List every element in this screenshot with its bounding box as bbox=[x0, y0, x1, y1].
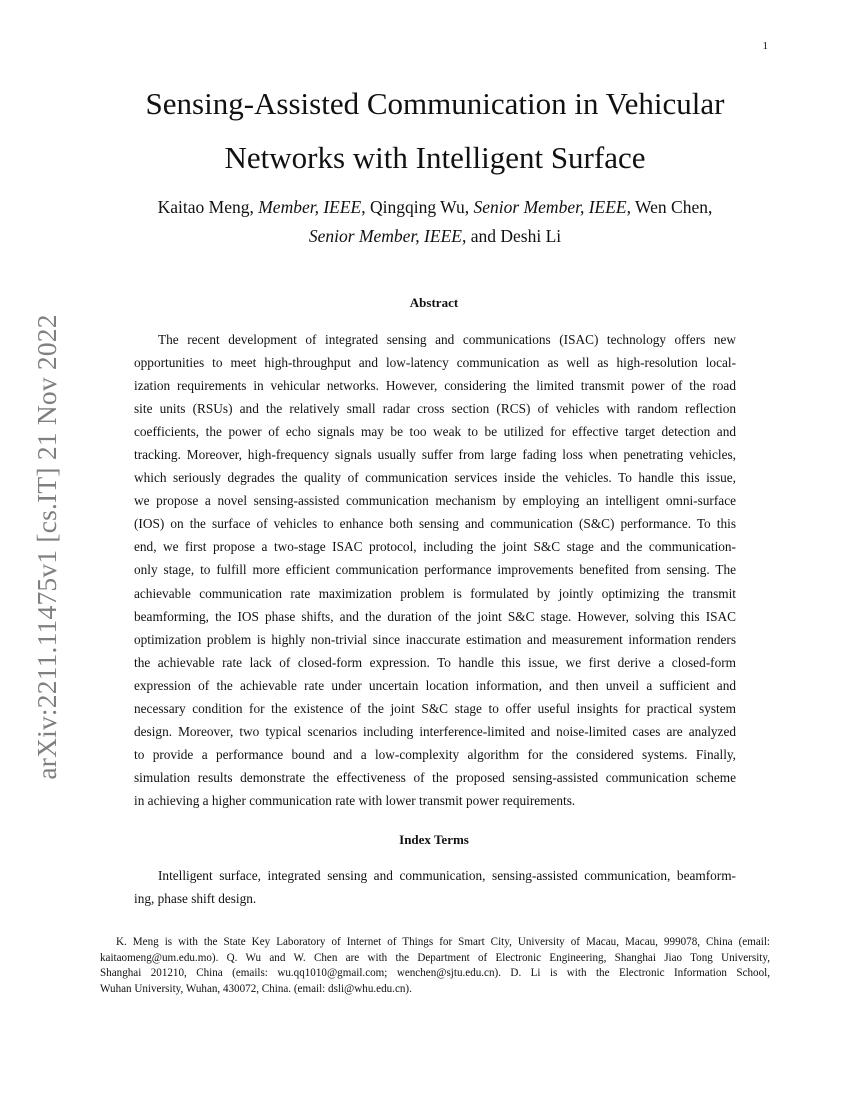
abstract-line: The recent development of integrated sensing and communications (ISAC) technology offers new bbox=[158, 332, 736, 347]
abstract-line: in achieving a higher communication rate with lower transmit power requirements. bbox=[134, 792, 576, 808]
index-terms-body bbox=[134, 864, 736, 910]
author-name: , Qingqing Wu, bbox=[361, 197, 474, 217]
page-number: 1 bbox=[762, 40, 768, 52]
author-affiliation-footnote bbox=[100, 935, 770, 997]
author-list bbox=[100, 193, 770, 251]
abstract-line: expression of the achievable rate under uncertain location information, and then unveil a sufficient and bbox=[134, 677, 736, 693]
footnote-line: kaitaomeng@um.edu.mo). Q. Wu and W. Chen are with the Department of Electronic Engineering, Shanghai Jiao Tong University, bbox=[100, 951, 770, 964]
author-name: , and Deshi Li bbox=[461, 226, 562, 246]
author-name: , Wen Chen, bbox=[626, 197, 713, 217]
abstract-line: (IOS) on the surface of vehicles to enhance both sensing and communication (S&C) performance. To this bbox=[134, 516, 736, 532]
title-line: Networks with Intelligent Surface bbox=[224, 140, 646, 175]
abstract-line: ization requirements in vehicular networks. However, considering the limited transmit power of the road bbox=[134, 378, 736, 394]
abstract-line: we propose a novel sensing-assisted communication mechanism by employing an intelligent omni-surface bbox=[134, 493, 736, 509]
index-terms-line: Intelligent surface, integrated sensing and communication, sensing-assisted communication, beamform- bbox=[158, 868, 736, 883]
footnote-line: Wuhan University, Wuhan, 430072, China. (email: dsli@whu.edu.cn). bbox=[100, 982, 412, 995]
abstract-line: achievable communication rate maximization problem is formulated by jointly optimizing the transmit bbox=[134, 585, 736, 601]
abstract-line: necessary condition for the existence of the joint S&C stage to offer useful insights for practical system bbox=[134, 700, 736, 716]
author-line bbox=[100, 222, 770, 251]
abstract-line: site units (RSUs) and the relatively small radar cross section (RCS) of vehicles with random reflection bbox=[134, 401, 736, 417]
title-line: Sensing-Assisted Communication in Vehicular bbox=[145, 86, 725, 121]
footnote-line: K. Meng is with the State Key Laboratory of Internet of Things for Smart City, University of Macau, Macau, 999078, China (email: bbox=[116, 936, 770, 948]
abstract-line: only stage, to fulfill more efficient communication performance improvements benefited from sensing. The bbox=[134, 562, 736, 578]
author-role: Senior Member, IEEE bbox=[308, 226, 462, 246]
arxiv-identifier-stamp[interactable]: arXiv:2211.11475v1 [cs.IT] 21 Nov 2022 bbox=[31, 314, 62, 780]
abstract-heading: Abstract bbox=[409, 295, 459, 310]
author-line bbox=[100, 193, 770, 222]
abstract-line: to provide a performance bound and a low-complexity algorithm for the considered systems. Finally, bbox=[134, 746, 736, 762]
abstract-line: opportunities to meet high-throughput and low-latency communication as well as high-resolution local- bbox=[134, 355, 736, 371]
author-role: Member, IEEE bbox=[258, 197, 362, 217]
abstract-line: tracking. Moreover, high-frequency signals usually suffer from large fading loss when penetrating vehicles, bbox=[134, 447, 736, 463]
paper-title bbox=[100, 77, 770, 185]
abstract-line: simulation results demonstrate the effectiveness of the proposed sensing-assisted communication scheme bbox=[134, 769, 736, 785]
abstract-line: the achievable rate lack of closed-form expression. To handle this issue, we first derive a closed-form bbox=[134, 654, 736, 670]
abstract-line: optimization problem is highly non-trivial since inaccurate estimation and measurement information renders bbox=[134, 631, 736, 647]
abstract-line: design. Moreover, two typical scenarios including interference-limited and noise-limited cases are analyzed bbox=[134, 723, 736, 739]
abstract-line: beamforming, the IOS phase shifts, and the duration of the joint S&C stage. However, solving this ISAC bbox=[134, 608, 736, 624]
footnote-line: Shanghai 201210, China (emails: wu.qq1010@gmail.com; wenchen@sjtu.edu.cn). D. Li is with the Electronic Information School, bbox=[100, 967, 770, 980]
abstract-body bbox=[134, 328, 736, 812]
index-terms-line: ing, phase shift design. bbox=[134, 891, 257, 906]
index-terms-heading: Index Terms bbox=[399, 832, 469, 847]
abstract-line: end, we first propose a two-stage ISAC protocol, including the joint S&C stage and the communication- bbox=[134, 539, 736, 555]
abstract-line: coefficients, the power of echo signals may be too weak to be utilized for effective target detection and bbox=[134, 424, 736, 440]
abstract-line: which seriously degrades the quality of communication services inside the vehicles. To handle this issue, bbox=[134, 470, 736, 486]
author-role: Senior Member, IEEE bbox=[473, 197, 627, 217]
author-name: Kaitao Meng, bbox=[157, 197, 259, 217]
